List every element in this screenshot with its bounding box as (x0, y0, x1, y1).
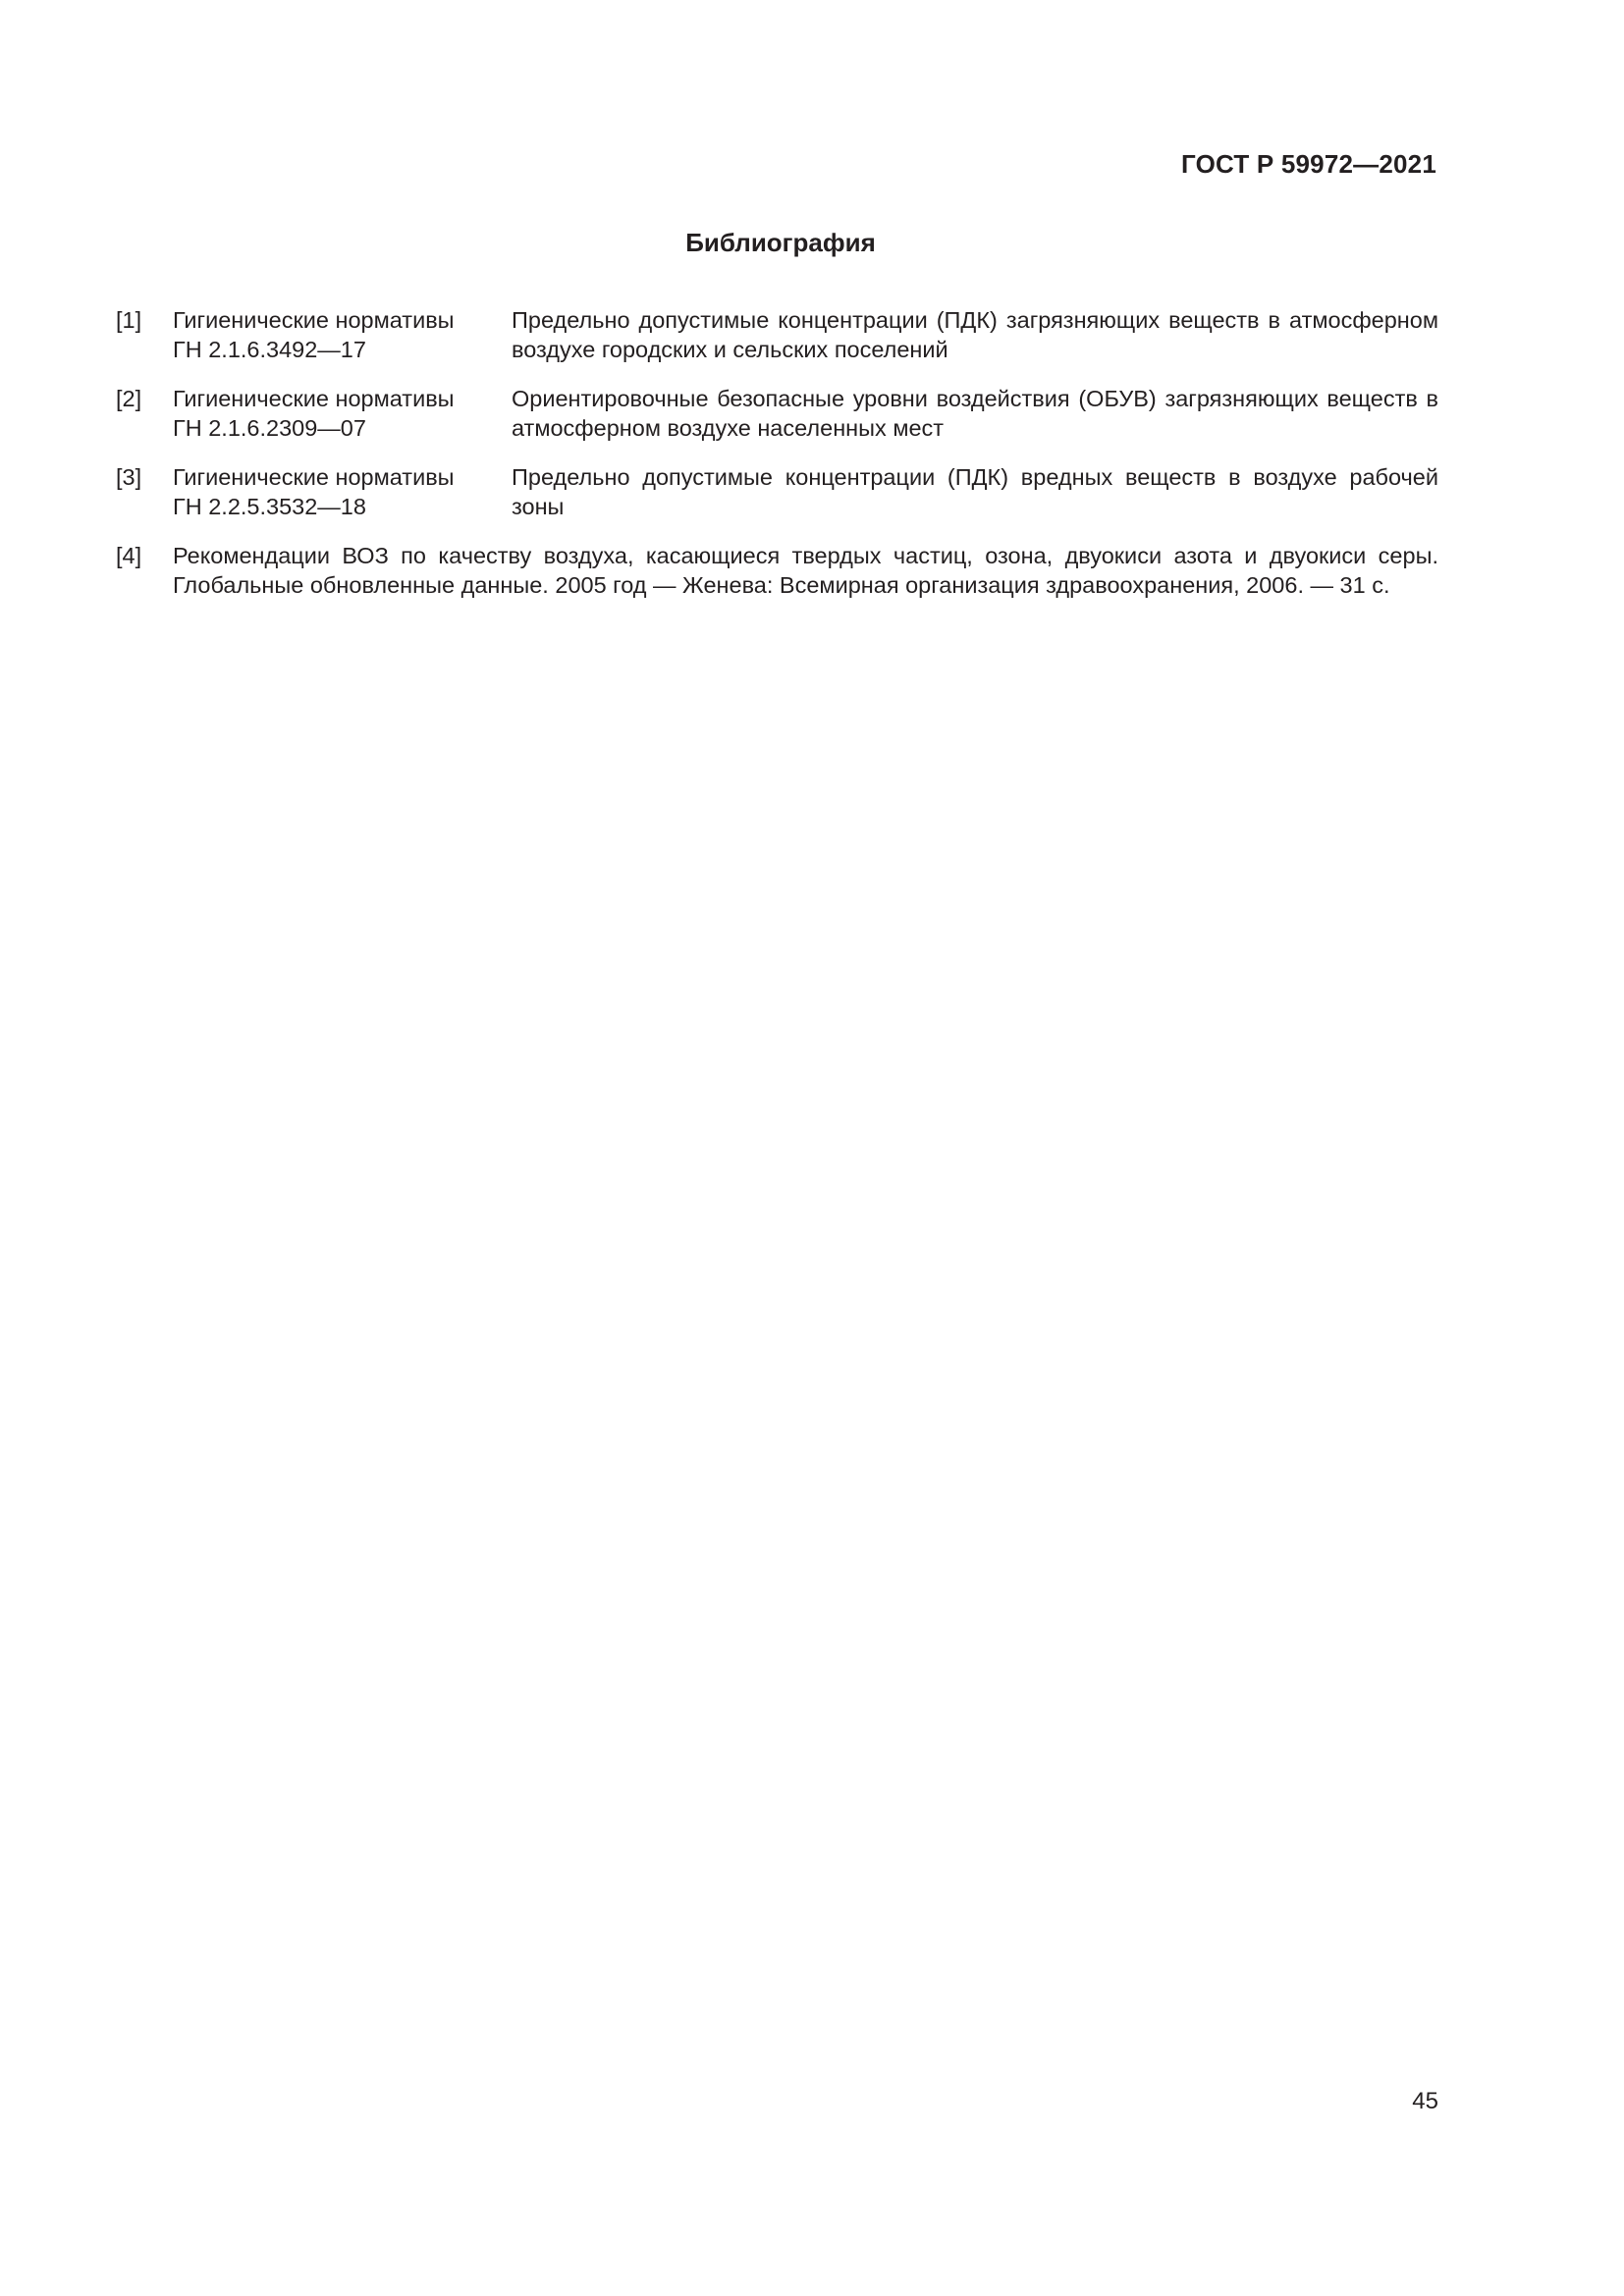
bibliography-entry-2 (116, 384, 1438, 443)
bibliography-entry-4 (116, 541, 1438, 600)
entry-title: Предельно допустимые концентрации (ПДК) вредных веществ в воздухе рабочей зоны (512, 464, 1438, 519)
entry-number: [1] (116, 307, 142, 333)
entry-source-line: Гигиенические нормативы (173, 386, 455, 411)
entry-source-code: ГН 2.1.6.3492—17 (173, 337, 366, 362)
entry-title: Ориентировочные безопасные уровни воздействия (ОБУВ) загрязняющих веществ в атмосферном воздухе населенных мест (512, 386, 1438, 441)
entry-number: [2] (116, 386, 142, 411)
section-title: Библиография (685, 228, 876, 257)
entry-source-line: Гигиенические нормативы (173, 464, 455, 490)
entry-title: Предельно допустимые концентрации (ПДК) загрязняющих веществ в атмосферном воздухе городских и сельских поселений (512, 307, 1438, 362)
bibliography-list (116, 305, 1438, 619)
bibliography-entry-1 (116, 305, 1438, 364)
entry-source (173, 462, 487, 521)
document-code: ГОСТ Р 59972—2021 (1181, 149, 1436, 179)
entry-full-text: Рекомендации ВОЗ по качеству воздуха, касающиеся твердых частиц, озона, двуокиси азота и двуокиси серы. Глобальные обновленные данные. 2005 год — Женева: Всемирная организация здравоохранения, 2006. — 31 с. (173, 543, 1438, 598)
entry-source-line: Гигиенические нормативы (173, 307, 455, 333)
bibliography-entry-3 (116, 462, 1438, 521)
entry-source (173, 305, 487, 364)
entry-source-code: ГН 2.1.6.2309—07 (173, 415, 366, 441)
entry-source (173, 384, 487, 443)
entry-source-code: ГН 2.2.5.3532—18 (173, 494, 366, 519)
entry-number: [4] (116, 543, 142, 568)
page-number: 45 (1412, 2088, 1438, 2114)
entry-number: [3] (116, 464, 142, 490)
